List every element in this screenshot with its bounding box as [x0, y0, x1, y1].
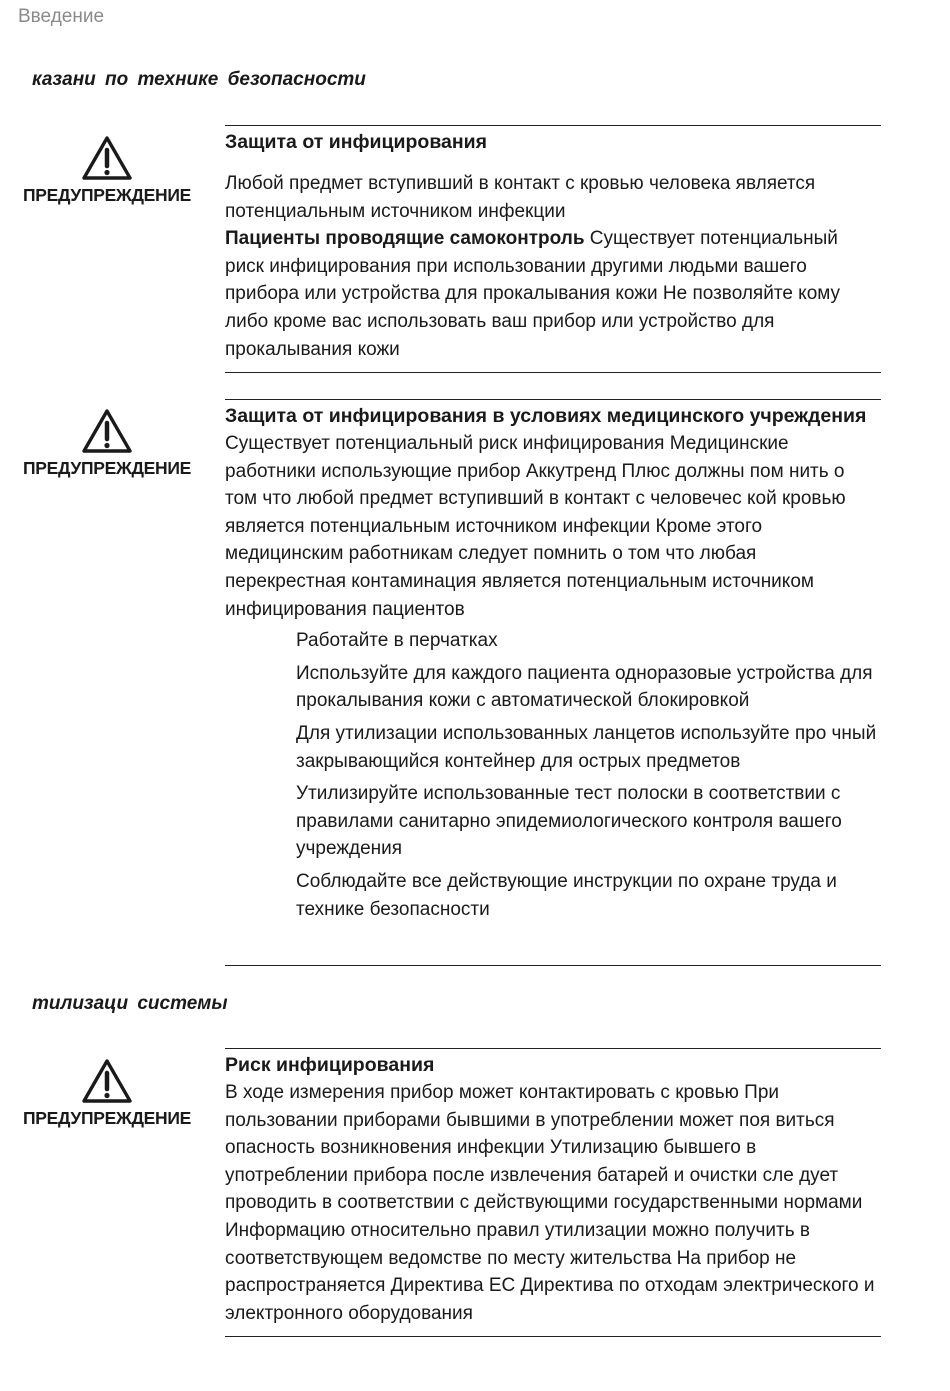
warning-heading: Защита от инфицирования в условиях медицинского учреждения — [225, 405, 867, 427]
warning-triangle-icon — [81, 408, 133, 454]
running-head: Введение — [18, 6, 105, 27]
warning-block-infection-risk — [225, 1048, 881, 1337]
warning-label: ПРЕДУПРЕЖДЕНИЕ — [22, 1108, 192, 1128]
list-item: Работайте в перчатках — [296, 630, 498, 652]
list-item: Соблюдайте все действующие инструкции по охране труда и технике безопасности — [296, 870, 837, 920]
list-item: Утилизируйте использованные тест полоски в соответствии с правилами санитарно эпидемиологического контроля вашего учреждения — [296, 783, 842, 860]
section-title-safety: казани по технике безопасности — [32, 69, 366, 90]
warning-block-infection — [225, 125, 881, 373]
bold-lead-text: Существует потенциальный риск инфицирования при использовании другими людьми вашего прибора или устройства для прокалывания кожи Не позволяйте кому либо кроме вас использовать ваш прибор или устройство для прокалывания кожи — [225, 228, 841, 360]
warning-marker — [14, 408, 200, 479]
bold-lead: Пациенты проводящие самоконтроль — [225, 228, 585, 250]
list-item: Используйте для каждого пациента одноразовые устройства для прокалывания кожи с автоматической блокировкой — [296, 662, 873, 712]
warning-marker — [14, 135, 200, 206]
warning-triangle-icon — [81, 135, 133, 181]
warning-marker — [14, 1058, 200, 1129]
warning-heading: Риск инфицирования — [225, 1054, 435, 1076]
warning-label: ПРЕДУПРЕЖДЕНИЕ — [22, 458, 192, 478]
warning-block-medical-facility — [225, 399, 881, 966]
section-title-disposal: тилизаци системы — [32, 993, 228, 1014]
warning-label: ПРЕДУПРЕЖДЕНИЕ — [22, 185, 192, 205]
warning-paragraph: Существует потенциальный риск инфицирования Медицинские работники использующие прибор Аккутренд Плюс должны пом нить о том что любой предмет вступивший в контакт с человечес кой кровью является потенциальным источником инфекции Кроме этого медицинским работникам следует помнить о том что любая перекрестная контаминация является потенциальным источником инфицирования пациентов — [225, 433, 846, 620]
list-item: Для утилизации использованных ланцетов используйте про чный закрывающийся контейнер для острых предметов — [296, 722, 877, 772]
precautions-list — [225, 627, 881, 923]
warning-triangle-icon — [81, 1058, 133, 1104]
warning-paragraph: Любой предмет вступивший в контакт с кровью человека является потенциальным источником инфекции — [225, 173, 816, 222]
warning-paragraph: В ходе измерения прибор может контактировать с кровью При пользовании приборами бывшими в употреблении может поя виться опасность возникновения инфекции Утилизацию бывшего в употреблении прибора после извлечения батарей и очистки сле дует проводить в соответствии с действующими государственными нормами Информацию относительно правил утилизации можно получить в соответствующем ведомстве по месту жительства На прибор не распространяется Директива ЕС Директива по отходам электрического и электронного оборудования — [225, 1082, 875, 1324]
warning-paragraph-patients — [225, 225, 881, 363]
warning-heading: Защита от инфицирования — [225, 131, 488, 153]
